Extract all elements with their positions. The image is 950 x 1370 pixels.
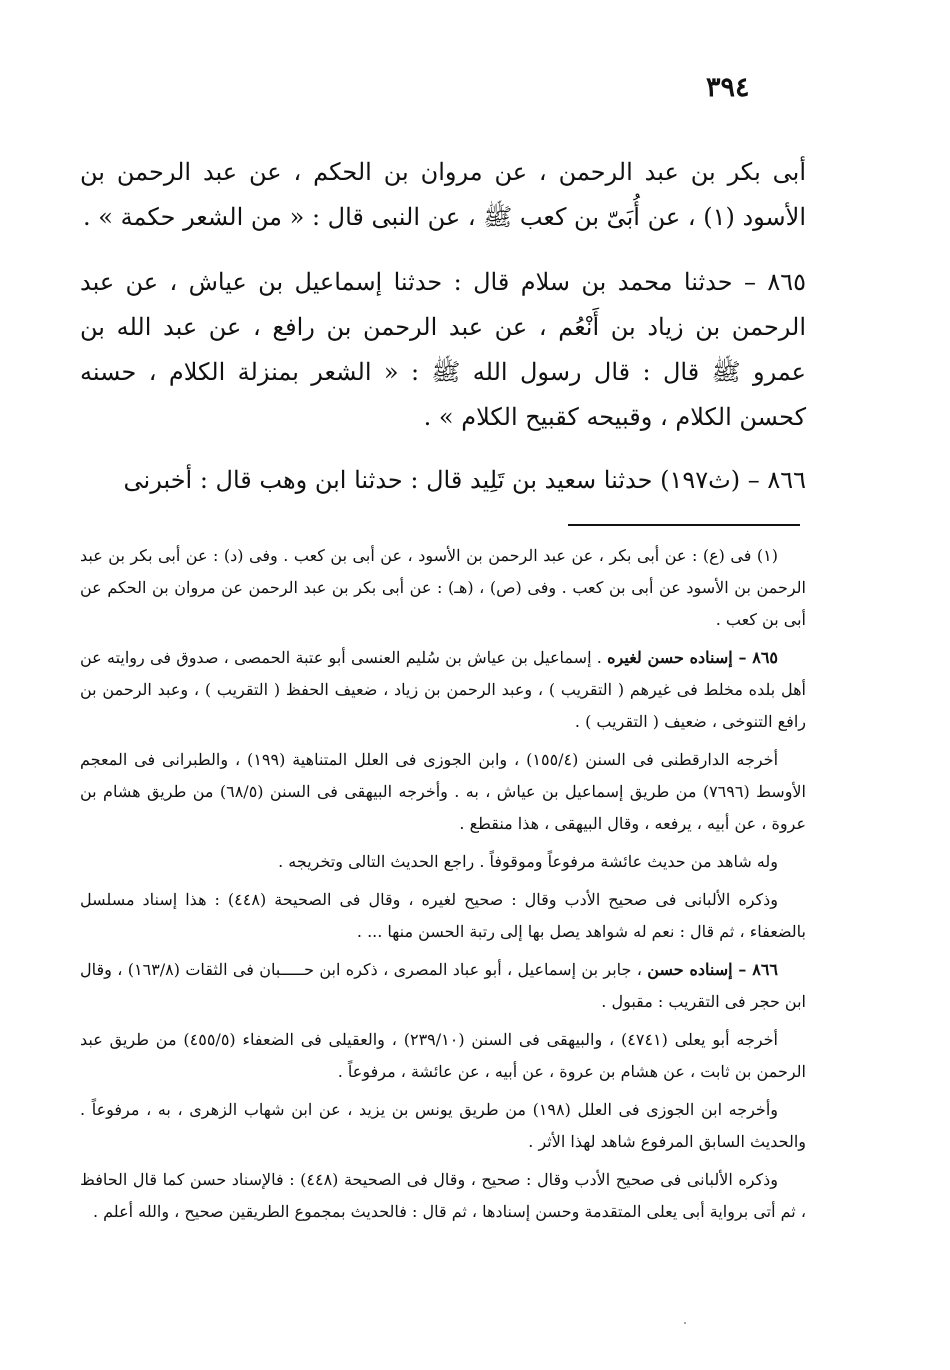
paragraph-continuation: أبى بكر بن عبد الرحمن ، عن مروان بن الحكم ، عن عبد الرحمن بن الأسود (١) ، عن أُبَىّ بن كعب ﷺ ، عن النبى قال : « من الشعر حكمة » . [80,158,806,231]
note-865-text: . إسماعيل بن عياش بن سُليم العنسى أبو عتبة الحمصى ، صدوق فى روايته عن أهل بلده مخلط فى غيرهم ( التقريب ) ، وعبد الرحمن بن زياد ، ضعيف الحفظ ( التقريب ) ، وعبد الرحمن بن رافع التنوخى ، ضعيف ( التقريب ) . [80,648,806,731]
note-865-takhrij: أخرجه الدارقطنى فى السنن (١٥٥/٤) ، وابن الجوزى فى العلل المتناهية (١٩٩) ، والطبرانى فى المعجم الأوسط (٧٦٩٦) من طريق إسماعيل بن عياش ، به . وأخرجه البيهقى فى السنن (٦٨/٥) من طريق هشام بن عروة ، عن أبيه ، يرفعه ، وقال البيهقى ، هذا منقطع . [80,750,806,833]
hadith-866: ٨٦٦ – (ث١٩٧) حدثنا سعيد بن تَلِيد قال : حدثنا ابن وهب قال : أخبرنى [123,466,806,494]
note-866-text: ، جابر بن إسماعيل ، أبو عباد المصرى ، ذكره ابن حـــــبان فى الثقات (١٦٣/٨) ، وقال ابن حجر فى التقريب : مقبول . [80,960,806,1011]
page-number: ٣٩٤ [706,72,750,103]
note-866-isnad [80,954,806,1018]
note-865-heading: ٨٦٥ – إسناده حسن لغيره [607,648,779,667]
scan-speck [684,1322,686,1324]
note-866-albani: وذكره الألبانى فى صحيح الأدب وقال : صحيح ، وقال فى الصحيحة (٤٤٨) : فالإسناد حسن كما قال الحافظ ، ثم أتى برواية أبى يعلى المتقدمة وحسن إسنادها ، ثم قال : فالحديث بمجموع الطريقين صحيح ، والله أعلم . [80,1170,806,1221]
note-865-shahid: وله شاهد من حديث عائشة مرفوعاً وموقوفاً . راجع الحديث التالى وتخريجه . [278,852,778,871]
footnote-1: (١) فى (ع) : عن أبى بكر ، عن عبد الرحمن بن الأسود ، عن أبى بن كعب . وفى (د) : عن أبى بكر بن عبد الرحمن بن الأسود عن أبى بن كعب . وفى (ص) ، (هـ) : عن أبى بكر بن عبد الرحمن عن مروان بن الحكم عن أبى بن كعب . [80,546,806,629]
main-text [80,150,806,523]
note-865-isnad [80,642,806,738]
footnotes [80,540,806,1234]
footnote-separator [568,524,800,526]
hadith-865: ٨٦٥ – حدثنا محمد بن سلام قال : حدثنا إسماعيل بن عياش ، عن عبد الرحمن بن زياد بن أَنْعُم ، عن عبد الرحمن بن رافع ، عن عبد الله بن عمرو ﷺ قال : قال رسول الله ﷺ : « الشعر بمنزلة الكلام ، حسنه كحسن الكلام ، وقبيحه كقبيح الكلام » . [80,268,807,431]
note-866-heading: ٨٦٦ – إسناده حسن [647,960,779,979]
note-866-jawzi: وأخرجه ابن الجوزى فى العلل (١٩٨) من طريق يونس بن يزيد ، عن ابن شهاب الزهرى ، به ، مرفوعاً . والحديث السابق المرفوع شاهد لهذا الأثر . [80,1100,806,1151]
note-865-albani: وذكره الألبانى فى صحيح الأدب وقال : صحيح لغيره ، وقال فى الصحيحة (٤٤٨) : هذا إسناد مسلسل بالضعفاء ، ثم قال : نعم له شواهد يصل بها إلى رتبة الحسن منها ... . [80,890,806,941]
note-866-takhrij: أخرجه أبو يعلى (٤٧٤١) ، والبيهقى فى السنن (٢٣٩/١٠) ، والعقيلى فى الضعفاء (٤٥٥/٥) من طريق عبد الرحمن بن ثابت ، عن هشام بن عروة ، عن أبيه ، عن عائشة ، مرفوعاً . [80,1030,806,1081]
